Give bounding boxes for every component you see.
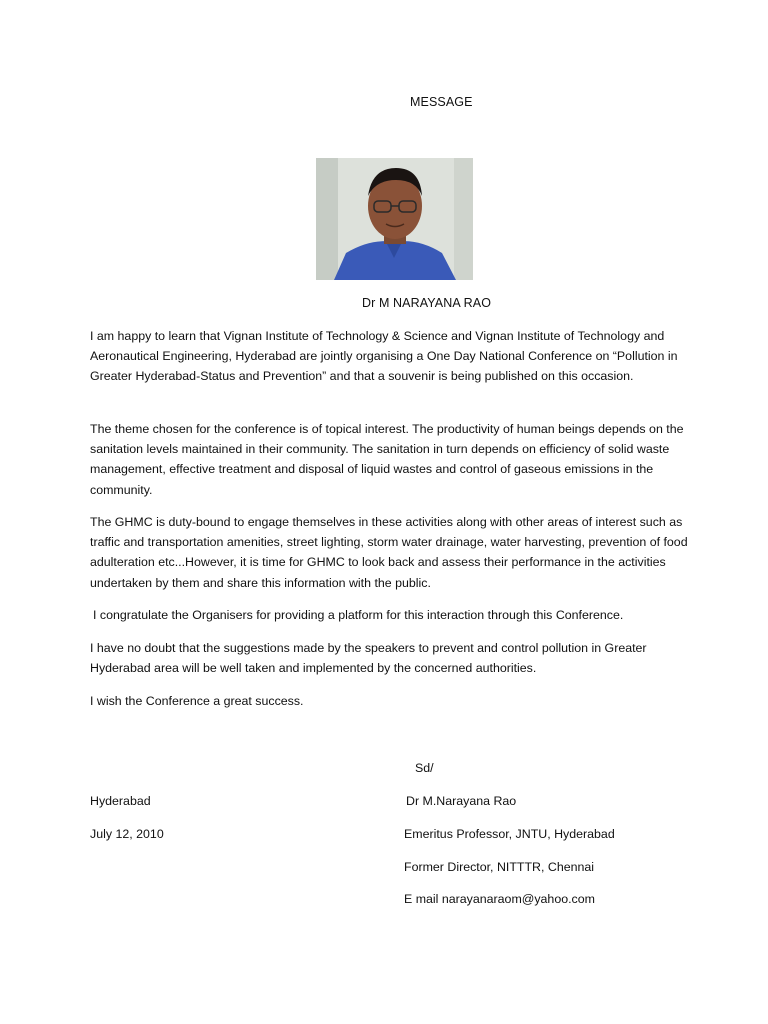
portrait-photo <box>316 158 473 280</box>
paragraph-wish: I wish the Conference a great success. <box>90 694 304 708</box>
signature-designation-2: Former Director, NITTTR, Chennai <box>404 860 595 874</box>
author-heading: Dr M NARAYANA RAO <box>362 296 492 310</box>
signature-place: Hyderabad <box>90 794 151 808</box>
paragraph-suggestions: I have no doubt that the suggestions made by the speakers to prevent and control pollution in Greater Hyderabad area will be well taken and implemented by the concerned authorities. <box>90 641 647 676</box>
portrait-icon <box>316 158 473 280</box>
signature-email: E mail narayanaraom@yahoo.com <box>404 892 595 906</box>
signature-name: Dr M.Narayana Rao <box>406 794 517 808</box>
paragraph-intro: I am happy to learn that Vignan Institute of Technology & Science and Vignan Institute of Technology and Aeronautical Engineering, Hyderabad are jointly organising a One Day National Conference on “Pollution in Greater Hyderabad-Status and Prevention” and that a souvenir is being published on this occasion. <box>90 329 678 384</box>
signature-date: July 12, 2010 <box>90 827 164 841</box>
page-title: MESSAGE <box>410 95 473 109</box>
paragraph-theme: The theme chosen for the conference is of topical interest. The productivity of human beings depends on the sanitation levels maintained in their community. The sanitation in turn depends on efficiency of solid waste management, effective treatment and disposal of liquid wastes and control of gaseous emissions in the community. <box>90 422 684 497</box>
signature-sd: Sd/ <box>415 761 434 775</box>
signature-designation-1: Emeritus Professor, JNTU, Hyderabad <box>404 827 615 841</box>
paragraph-congratulate: I congratulate the Organisers for providing a platform for this interaction through this Conference. <box>93 608 624 622</box>
paragraph-ghmc: The GHMC is duty-bound to engage themselves in these activities along with other areas of interest such as traffic and transportation amenities, street lighting, storm water drainage, water harvesting, prevention of food adulteration etc...However, it is time for GHMC to look back and assess their performance in the activities undertaken by them and share this information with the public. <box>90 515 688 590</box>
